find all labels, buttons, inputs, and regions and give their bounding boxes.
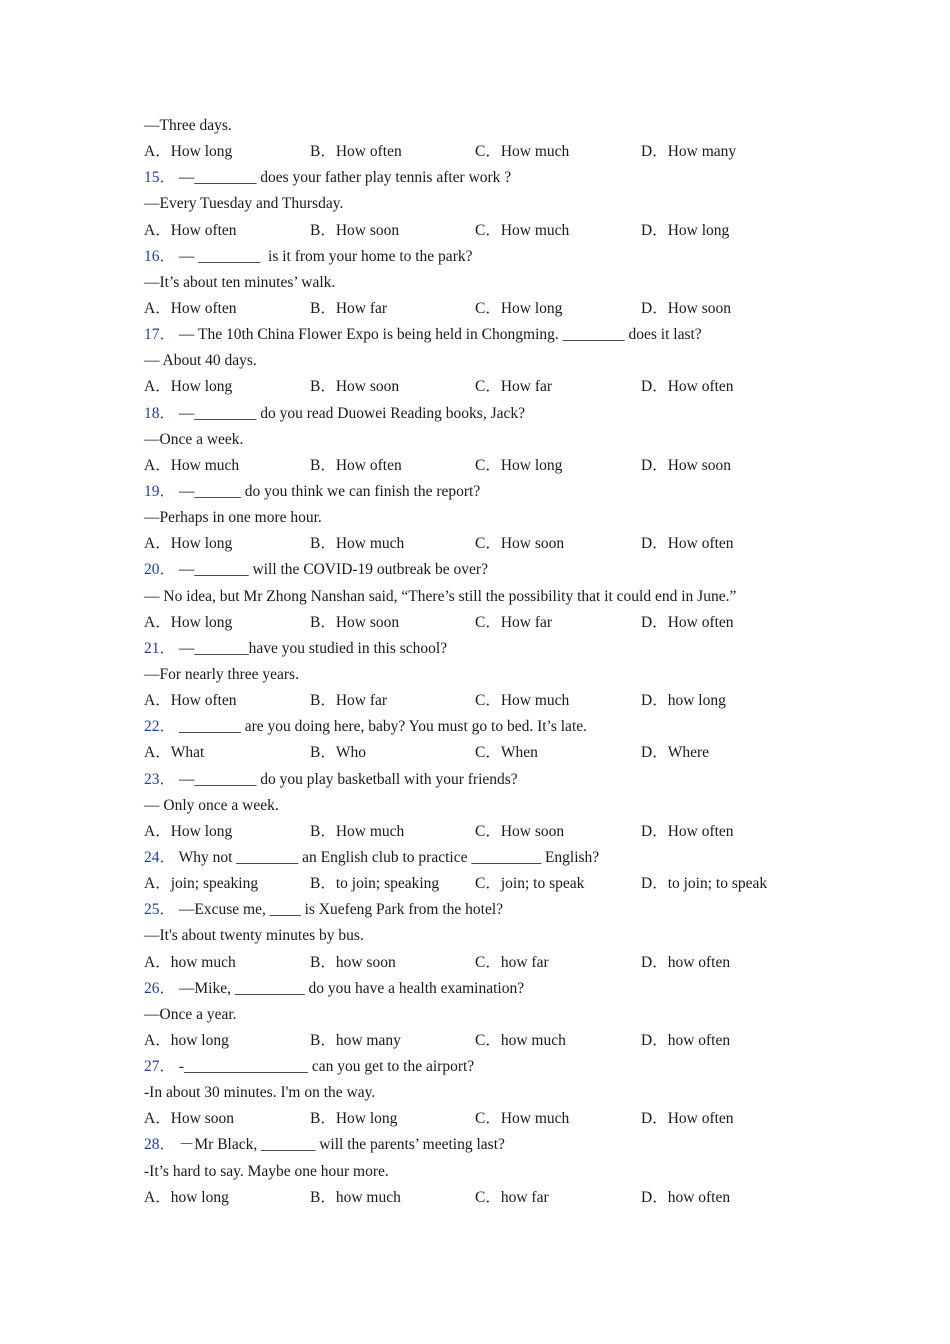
option-a: A．how long — [144, 1031, 229, 1049]
option-d: D．How many — [641, 143, 737, 161]
question-text: —Mike, _________ do you have a health examination? — [175, 979, 525, 997]
option-b: B．Who — [310, 744, 366, 762]
option-d: D．how often — [641, 953, 731, 971]
option-d: D．How often — [641, 535, 734, 553]
question-number: 23． — [144, 770, 176, 788]
option-c: C．How far — [475, 613, 553, 631]
option-b: B．How long — [310, 1110, 398, 1128]
question-number: 25． — [144, 901, 176, 919]
question-line — [144, 767, 824, 793]
option-a: A．How long — [144, 822, 233, 840]
option-a: A．how long — [144, 1188, 229, 1206]
option-c: C．How much — [475, 143, 570, 161]
question-number: 27． — [144, 1058, 176, 1076]
option-c: C．How long — [475, 299, 563, 317]
answer-line: —Three days. — [144, 117, 232, 134]
option-a: A．How often — [144, 299, 237, 317]
option-a: A．How long — [144, 378, 233, 396]
option-b: B．How soon — [310, 221, 400, 239]
options-row — [144, 531, 824, 557]
question-line — [144, 165, 824, 191]
option-d: D．How often — [641, 1110, 734, 1128]
question-line — [144, 244, 824, 270]
option-b: B．How far — [310, 299, 388, 317]
options-row — [144, 871, 824, 897]
answer-line: — About 40 days. — [144, 352, 257, 370]
option-c: C．How far — [475, 378, 553, 396]
question-text: —______ do you think we can finish the report? — [175, 482, 481, 500]
question-line — [144, 1132, 824, 1158]
option-c: C．How much — [475, 692, 570, 710]
option-b: B．how much — [310, 1188, 401, 1206]
question-text: — The 10th China Flower Expo is being held in Chongming. ________ does it last? — [175, 326, 702, 344]
option-a: A．How long — [144, 613, 233, 631]
worksheet-page — [144, 113, 824, 1211]
option-a: A．How often — [144, 221, 237, 239]
option-d: D．How often — [641, 613, 734, 631]
options-row — [144, 374, 824, 400]
question-number: 20． — [144, 561, 176, 579]
question-number: 26． — [144, 979, 176, 997]
question-line — [144, 557, 824, 583]
options-row — [144, 688, 824, 714]
option-d: D．How soon — [641, 456, 731, 474]
options-row — [144, 740, 824, 766]
question-number: 16． — [144, 247, 176, 265]
answer-line: —Perhaps in one more hour. — [144, 509, 322, 527]
question-text: —________ do you play basketball with your friends? — [175, 770, 518, 788]
option-b: B．How far — [310, 692, 388, 710]
question-number: 21． — [144, 639, 176, 657]
question-line — [144, 714, 824, 740]
option-a: A．How long — [144, 535, 233, 553]
option-b: B．how soon — [310, 953, 396, 971]
question-text: —________ do you read Duowei Reading books, Jack? — [175, 404, 525, 422]
answer-line: -It’s hard to say. Maybe one hour more. — [144, 1162, 389, 1180]
option-c: C．how far — [475, 1188, 549, 1206]
question-number: 24． — [144, 848, 176, 866]
option-d: D．how long — [641, 692, 726, 710]
options-row — [144, 950, 824, 976]
question-text: -________________ can you get to the airport? — [175, 1058, 475, 1076]
question-number: 15． — [144, 169, 176, 187]
question-line — [144, 1054, 824, 1080]
option-a: A．join; speaking — [144, 875, 259, 893]
answer-line: —Every Tuesday and Thursday. — [144, 195, 344, 213]
options-row — [144, 453, 824, 479]
option-b: B．How soon — [310, 613, 400, 631]
option-c: C．How much — [475, 221, 570, 239]
option-c: C．how far — [475, 953, 549, 971]
question-text: — ________ is it from your home to the park? — [175, 247, 473, 265]
question-line — [144, 845, 824, 871]
options-row — [144, 1028, 824, 1054]
question-number: 28． — [144, 1136, 176, 1154]
option-a: A．What — [144, 744, 205, 762]
question-text: －Mr Black, _______ will the parents’ meeting last? — [175, 1136, 505, 1154]
question-line — [144, 976, 824, 1002]
question-line — [144, 401, 824, 427]
option-d: D．how often — [641, 1031, 731, 1049]
option-b: B．How often — [310, 143, 402, 161]
option-a: A．How soon — [144, 1110, 234, 1128]
option-b: B．How often — [310, 456, 402, 474]
option-d: D．How often — [641, 822, 734, 840]
option-a: A．How much — [144, 456, 240, 474]
question-line — [144, 897, 824, 923]
answer-line: —For nearly three years. — [144, 665, 299, 683]
option-c: C．How soon — [475, 822, 565, 840]
question-number: 19． — [144, 482, 176, 500]
option-d: D．how often — [641, 1188, 731, 1206]
question-text: —Excuse me, ____ is Xuefeng Park from the hotel? — [175, 901, 504, 919]
option-c: C．How soon — [475, 535, 565, 553]
question-text: Why not ________ an English club to practice _________ English? — [175, 848, 600, 866]
answer-line: —It’s about ten minutes’ walk. — [144, 273, 336, 291]
question-text: ________ are you doing here, baby? You must go to bed. It’s late. — [175, 718, 587, 736]
option-c: C．How long — [475, 456, 563, 474]
answer-line: — No idea, but Mr Zhong Nanshan said, “There’s still the possibility that it could end in June.” — [144, 587, 737, 605]
answer-line: —Once a week. — [144, 430, 244, 448]
answer-line: — Only once a week. — [144, 796, 279, 814]
options-row — [144, 139, 824, 165]
question-number: 17． — [144, 326, 176, 344]
options-row — [144, 819, 824, 845]
options-row — [144, 218, 824, 244]
options-row — [144, 296, 824, 322]
option-b: B．How much — [310, 535, 405, 553]
option-c: C．When — [475, 744, 538, 762]
options-row — [144, 1106, 824, 1132]
option-c: C．join; to speak — [475, 875, 585, 893]
option-a: A．how much — [144, 953, 236, 971]
options-row — [144, 1185, 824, 1211]
question-line — [144, 479, 824, 505]
question-number: 22． — [144, 718, 176, 736]
question-line — [144, 322, 824, 348]
option-c: C．How much — [475, 1110, 570, 1128]
option-b: B．to join; speaking — [310, 875, 440, 893]
answer-line: —It's about twenty minutes by bus. — [144, 927, 364, 945]
question-number: 18． — [144, 404, 176, 422]
question-text: —_______have you studied in this school? — [175, 639, 448, 657]
option-d: D．How long — [641, 221, 730, 239]
question-line — [144, 636, 824, 662]
question-text: —_______ will the COVID-19 outbreak be over? — [175, 561, 488, 579]
question-text: —________ does your father play tennis after work ? — [175, 169, 512, 187]
option-b: B．How much — [310, 822, 405, 840]
option-a: A．How often — [144, 692, 237, 710]
option-d: D．to join; to speak — [641, 875, 768, 893]
option-c: C．how much — [475, 1031, 566, 1049]
option-b: B．how many — [310, 1031, 401, 1049]
option-a: A．How long — [144, 143, 233, 161]
answer-line: -In about 30 minutes. I'm on the way. — [144, 1084, 376, 1102]
answer-line: —Once a year. — [144, 1005, 237, 1023]
option-d: D．Where — [641, 744, 709, 762]
option-d: D．How soon — [641, 299, 731, 317]
option-d: D．How often — [641, 378, 734, 396]
option-b: B．How soon — [310, 378, 400, 396]
options-row — [144, 610, 824, 636]
